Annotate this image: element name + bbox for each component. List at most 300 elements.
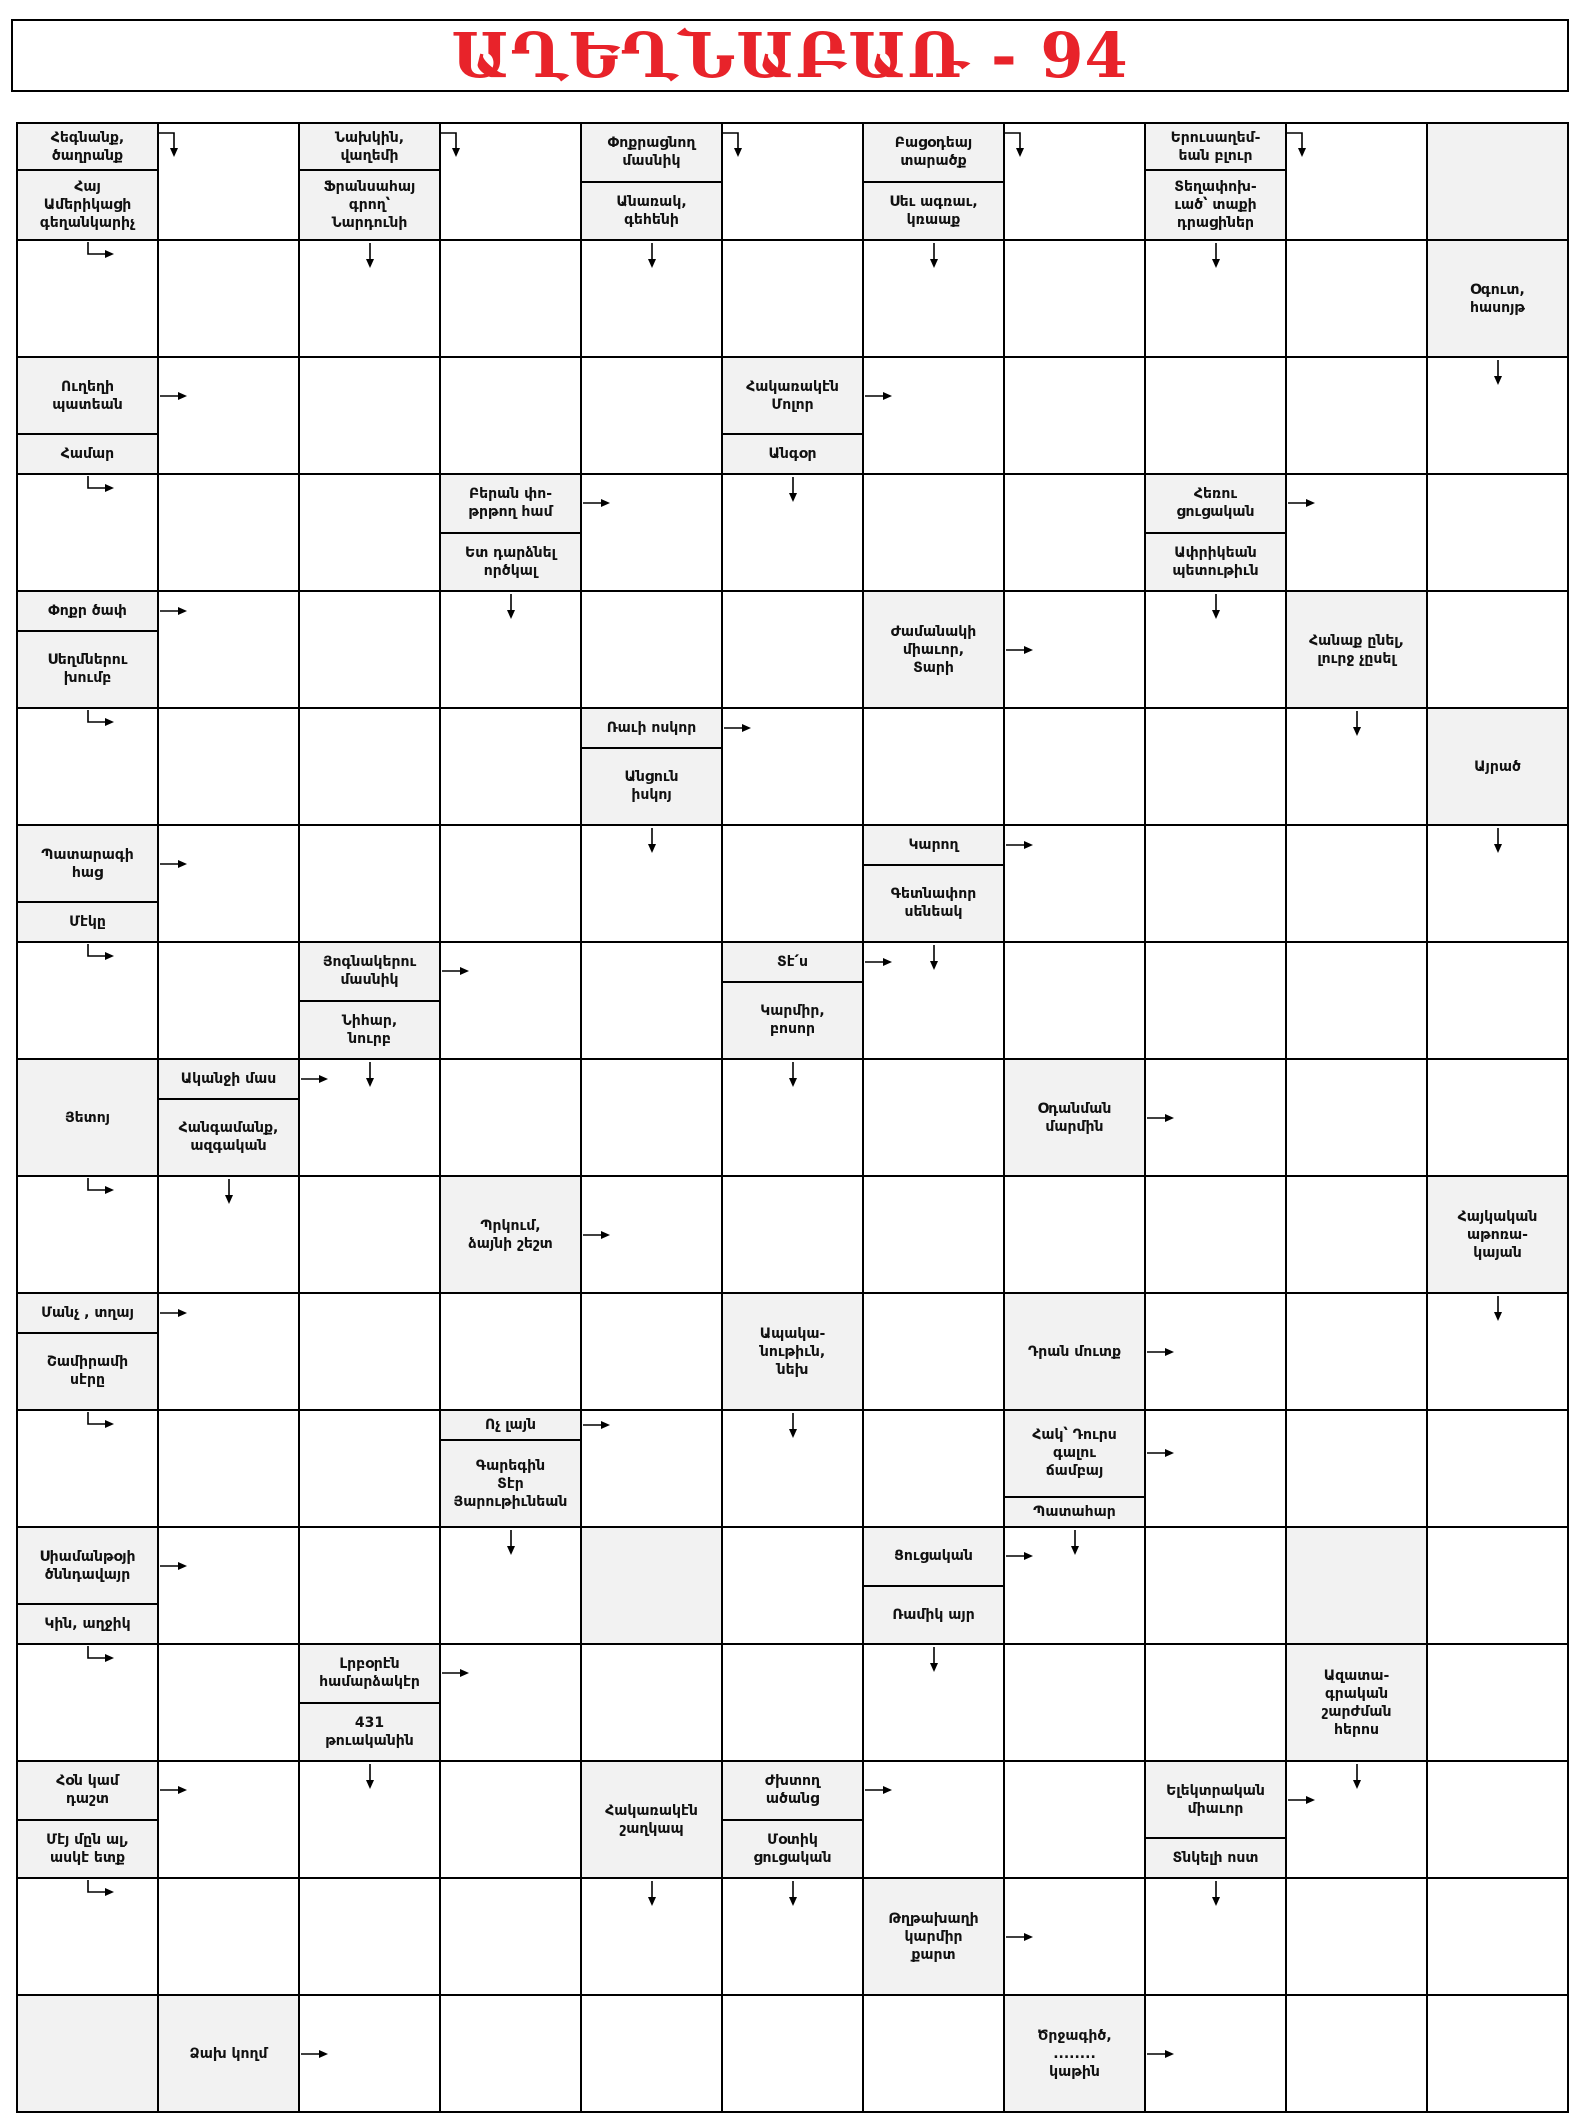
clue-label: Ելեկտրական միաւոր — [1166, 1782, 1265, 1817]
answer-cell[interactable] — [300, 592, 439, 707]
clue-label: Օգուտ, հասոյթ — [1469, 281, 1526, 316]
arrow-right-icon — [301, 2048, 329, 2060]
clue-cell — [18, 124, 157, 239]
clue-label: Ցուցական — [894, 1548, 973, 1565]
clue-label: Ռամիկ այր — [892, 1606, 975, 1623]
clue-label: Ֆրանսահայ գրող՝ Նարդունի — [323, 179, 416, 232]
answer-cell[interactable] — [1287, 826, 1426, 941]
arrow-right-icon — [160, 390, 188, 402]
page-title: ԱՂԵՂՆԱԲԱՌ - 94 — [451, 18, 1129, 92]
clue-cell — [1005, 1294, 1144, 1409]
answer-cell[interactable] — [159, 1762, 298, 1877]
clue — [582, 124, 721, 181]
clue — [441, 532, 580, 591]
clue-label: Տեղափոխ- ւած՝ տաքի դրացիներ — [1174, 179, 1257, 232]
clue-cell — [723, 1762, 862, 1877]
answer-cell[interactable] — [723, 826, 862, 941]
answer-cell[interactable] — [441, 1060, 580, 1175]
clue-label: Ոչ լայն — [484, 1417, 537, 1434]
arrow-right-icon — [1288, 497, 1316, 509]
answer-cell[interactable] — [159, 1528, 298, 1643]
answer-cell[interactable] — [723, 241, 862, 356]
answer-cell[interactable] — [1428, 1762, 1567, 1877]
answer-cell[interactable] — [1005, 1762, 1144, 1877]
clue-cell — [300, 124, 439, 239]
clue-cell — [1428, 241, 1567, 356]
answer-cell[interactable] — [582, 1060, 721, 1175]
clue-label: Հակ՝ Դուրս գալու ճամբայ — [1032, 1427, 1117, 1480]
clue — [300, 1000, 439, 1059]
clue-label: Ժխտող ածանց — [764, 1773, 821, 1808]
answer-cell[interactable] — [1005, 1645, 1144, 1760]
arrow-down-icon — [1492, 828, 1504, 854]
clue — [723, 981, 862, 1058]
clue-cell — [1005, 1411, 1144, 1526]
answer-cell[interactable] — [582, 1996, 721, 2111]
arrow-right-icon — [1147, 2048, 1175, 2060]
clue-cell — [723, 358, 862, 473]
answer-cell[interactable] — [159, 241, 298, 356]
answer-cell[interactable] — [864, 358, 1003, 473]
arrow-down-icon — [1351, 711, 1363, 737]
clue-cell — [1005, 1060, 1144, 1175]
arrow-down-icon — [787, 1881, 799, 1907]
clue — [1005, 1411, 1144, 1496]
clue-label: Կին, աղջիկ — [44, 1616, 131, 1633]
arrow-down-icon — [928, 945, 940, 971]
arrow-right-icon — [1006, 1931, 1034, 1943]
clue-label: Կարող — [908, 836, 959, 853]
answer-cell[interactable] — [1005, 475, 1144, 590]
answer-cell[interactable] — [1287, 1879, 1426, 1994]
answer-cell[interactable] — [441, 826, 580, 941]
arrow-down-icon — [1210, 243, 1222, 269]
clue-cell — [18, 592, 157, 707]
answer-cell[interactable] — [723, 1645, 862, 1760]
clue-cell — [441, 1411, 580, 1526]
clue-label: Ականջի մաս — [180, 1070, 277, 1087]
clue — [18, 433, 157, 473]
arrow-right-icon — [160, 1784, 188, 1796]
answer-cell[interactable] — [300, 1294, 439, 1409]
clue-cell — [1146, 1762, 1285, 1877]
arrow-down-icon — [364, 243, 376, 269]
clue-cell — [18, 1060, 157, 1175]
clue-label: Գարեգին Տէր Յարութիւնեան — [453, 1457, 568, 1510]
clue — [864, 181, 1003, 240]
arrow-down-right-icon — [85, 710, 115, 728]
clue-label: Մանչ , տղայ — [41, 1304, 134, 1321]
clue — [723, 1819, 862, 1878]
answer-cell[interactable] — [1428, 1996, 1567, 2111]
answer-cell[interactable] — [1146, 943, 1285, 1058]
clue — [1146, 124, 1285, 169]
answer-cell[interactable] — [1005, 709, 1144, 824]
clue — [18, 630, 157, 707]
clue-label: Հօն կամ դաշտ — [56, 1773, 119, 1808]
clue — [441, 1411, 580, 1439]
answer-cell[interactable] — [1287, 1060, 1426, 1175]
answer-cell[interactable] — [1287, 358, 1426, 473]
clue — [1146, 169, 1285, 239]
blocked-cell — [1428, 124, 1567, 239]
clue — [1287, 592, 1426, 707]
answer-cell[interactable] — [300, 358, 439, 473]
blocked-cell — [18, 1996, 157, 2111]
clue — [441, 475, 580, 532]
answer-cell[interactable] — [582, 1294, 721, 1409]
clue-cell — [18, 1528, 157, 1643]
clue-label: Հեռու ցուցական — [1176, 486, 1255, 521]
answer-cell[interactable] — [1287, 1294, 1426, 1409]
answer-cell[interactable] — [441, 1996, 580, 2111]
answer-cell[interactable] — [1146, 1177, 1285, 1292]
answer-cell[interactable] — [582, 475, 721, 590]
arrow-down-icon — [646, 1881, 658, 1907]
answer-cell[interactable] — [1287, 475, 1426, 590]
answer-cell[interactable] — [300, 1879, 439, 1994]
answer-cell[interactable] — [441, 358, 580, 473]
answer-cell[interactable] — [1287, 241, 1426, 356]
answer-cell[interactable] — [1146, 826, 1285, 941]
clue-label: Հայ Ամերիկացի գեղանկարիչ — [39, 179, 136, 232]
clue-cell — [18, 1294, 157, 1409]
answer-cell[interactable] — [1428, 943, 1567, 1058]
clue-label: Տէ՛ս — [777, 953, 808, 970]
clue-cell — [1428, 709, 1567, 824]
clue-label: Դրան մուտք — [1027, 1343, 1122, 1360]
clue-label: Շամիրամի սէրը — [46, 1354, 129, 1389]
arrow-down-right-icon — [85, 1178, 115, 1196]
arrow-right-icon — [160, 605, 188, 617]
clue-label: Պրկում, ձայնի շեշտ — [468, 1217, 553, 1252]
clue — [18, 1528, 157, 1603]
clue-label: Համար — [60, 446, 115, 463]
clue — [1287, 1645, 1426, 1760]
clue — [864, 592, 1003, 707]
answer-cell[interactable] — [1146, 1411, 1285, 1526]
arrow-right-icon — [301, 1073, 329, 1085]
answer-cell[interactable] — [582, 592, 721, 707]
arrow-right-icon — [865, 956, 893, 968]
clue — [18, 1060, 157, 1175]
answer-cell[interactable] — [864, 1177, 1003, 1292]
answer-cell[interactable] — [582, 1645, 721, 1760]
clue-cell — [723, 1294, 862, 1409]
answer-cell[interactable] — [300, 1177, 439, 1292]
clue-label: Կարմիր, բոսոր — [760, 1003, 825, 1038]
arrow-right-icon — [1006, 839, 1034, 851]
arrow-down-icon — [787, 1062, 799, 1088]
clue — [300, 124, 439, 169]
answer-cell[interactable] — [1005, 241, 1144, 356]
arrow-right-icon — [1288, 1794, 1316, 1806]
clue — [723, 943, 862, 981]
answer-cell[interactable] — [441, 1879, 580, 1994]
answer-cell[interactable] — [441, 1294, 580, 1409]
arrow-right-icon — [160, 858, 188, 870]
answer-cell[interactable] — [300, 826, 439, 941]
clue-label: Պատահար — [1033, 1503, 1116, 1520]
clue-cell — [582, 709, 721, 824]
clue-label: Մօտիկ ցուցական — [753, 1831, 832, 1866]
clue-label: Լրբօրէն համարձակէր — [319, 1656, 420, 1691]
answer-cell[interactable] — [1428, 1411, 1567, 1526]
answer-cell[interactable] — [1287, 1411, 1426, 1526]
clue-label: Ուղեղի պատեան — [52, 378, 123, 413]
clue — [1428, 709, 1567, 824]
clue-cell — [582, 124, 721, 239]
clue — [159, 1996, 298, 2111]
answer-cell[interactable] — [1005, 358, 1144, 473]
answer-cell[interactable] — [864, 1411, 1003, 1526]
clue-label: Նախկին, վաղեմի — [334, 129, 405, 164]
answer-cell[interactable] — [1146, 1645, 1285, 1760]
clue-cell — [1146, 124, 1285, 239]
arrow-down-right-icon — [85, 1880, 115, 1898]
clue — [441, 1439, 580, 1526]
answer-cell[interactable] — [441, 1762, 580, 1877]
answer-cell[interactable] — [864, 709, 1003, 824]
clue-label: Մէկը — [69, 914, 106, 931]
clue — [1146, 532, 1285, 591]
answer-cell[interactable] — [1428, 1528, 1567, 1643]
answer-cell[interactable] — [723, 1177, 862, 1292]
clue — [18, 169, 157, 239]
answer-cell[interactable] — [300, 1528, 439, 1643]
clue-cell — [1287, 592, 1426, 707]
answer-cell[interactable] — [864, 1060, 1003, 1175]
clue-cell — [441, 475, 580, 590]
arrow-down-icon — [1492, 360, 1504, 386]
answer-cell[interactable] — [1005, 1177, 1144, 1292]
clue — [441, 1177, 580, 1292]
answer-cell[interactable] — [1287, 1996, 1426, 2111]
clue-cell — [159, 1996, 298, 2111]
arrow-down-icon — [1351, 1764, 1363, 1790]
answer-cell[interactable] — [1428, 1060, 1567, 1175]
clue — [1005, 1496, 1144, 1526]
clue — [723, 1294, 862, 1409]
clue-label: Անգօր — [768, 446, 817, 463]
answer-cell[interactable] — [441, 1645, 580, 1760]
arrow-right-icon — [160, 1307, 188, 1319]
clue-cell — [723, 943, 862, 1058]
answer-cell[interactable] — [1146, 1528, 1285, 1643]
arrow-down-icon — [1492, 1296, 1504, 1322]
arrow-down-right-icon — [85, 944, 115, 962]
clue — [723, 358, 862, 433]
answer-cell[interactable] — [1428, 592, 1567, 707]
arrow-right-icon — [1147, 1112, 1175, 1124]
clue-label: Այրած — [1474, 758, 1521, 775]
answer-cell[interactable] — [159, 943, 298, 1058]
answer-cell[interactable] — [723, 592, 862, 707]
answer-cell[interactable] — [723, 1528, 862, 1643]
arrow-right-icon — [865, 390, 893, 402]
answer-cell[interactable] — [300, 1411, 439, 1526]
answer-cell[interactable] — [1287, 943, 1426, 1058]
answer-cell[interactable] — [1428, 475, 1567, 590]
clue-label: Սիամանթօյի ծննդավայր — [39, 1548, 136, 1583]
arrow-down-icon — [787, 1413, 799, 1439]
arrow-right-down-icon — [441, 130, 463, 158]
clue-label: Օդանման մարմին — [1037, 1100, 1112, 1135]
clue-label: Ապակա- նութիւն, նեխ — [759, 1325, 826, 1378]
arrow-down-icon — [646, 243, 658, 269]
clue-label: Սեւ ագռաւ, կռաաք — [889, 193, 978, 228]
clue — [18, 1819, 157, 1878]
clue — [159, 1060, 298, 1098]
arrow-right-icon — [1147, 1447, 1175, 1459]
clue-cell — [1146, 475, 1285, 590]
arrow-down-right-icon — [85, 1646, 115, 1664]
clue-label: Հանգամանք, ազգական — [178, 1120, 279, 1155]
title-box — [11, 19, 1569, 92]
clue — [1428, 241, 1567, 356]
clue — [18, 592, 157, 630]
clue-label: Գետնափոր սենեակ — [890, 886, 977, 921]
answer-cell[interactable] — [159, 826, 298, 941]
answer-cell[interactable] — [159, 1879, 298, 1994]
clue-cell — [864, 124, 1003, 239]
arrow-down-icon — [1210, 594, 1222, 620]
clue-cell — [18, 826, 157, 941]
clue-cell — [18, 1762, 157, 1877]
clue — [300, 1702, 439, 1761]
answer-cell[interactable] — [864, 475, 1003, 590]
clue-label: Սեղմներու խումբ — [47, 652, 128, 687]
answer-cell[interactable] — [300, 475, 439, 590]
arrow-down-icon — [787, 477, 799, 503]
answer-cell[interactable] — [159, 1645, 298, 1760]
clue-label: Փոքրացնող մասնիկ — [607, 135, 696, 170]
arrow-right-icon — [442, 965, 470, 977]
clue-label: Յետոյ — [64, 1109, 111, 1126]
answer-cell[interactable] — [582, 943, 721, 1058]
answer-cell[interactable] — [1005, 943, 1144, 1058]
answer-cell[interactable] — [300, 709, 439, 824]
clue-label: Պատարագի հաց — [41, 846, 134, 881]
clue-label: Հակառակէն շաղկապ — [605, 1802, 698, 1837]
answer-cell[interactable] — [1428, 1879, 1567, 1994]
clue-label: Ազատա- գրական շարժման հերոս — [1321, 1667, 1392, 1738]
clue-cell — [300, 1645, 439, 1760]
clue — [582, 709, 721, 747]
answer-cell[interactable] — [1428, 1645, 1567, 1760]
clue-label: 431 թուականին — [325, 1714, 414, 1749]
clue-label: Բացօդեայ տարածք — [894, 135, 973, 170]
arrow-right-icon — [583, 1229, 611, 1241]
clue — [18, 1603, 157, 1643]
clue — [18, 124, 157, 169]
arrow-down-icon — [364, 1062, 376, 1088]
answer-cell[interactable] — [1287, 1177, 1426, 1292]
clue — [864, 1585, 1003, 1644]
answer-cell[interactable] — [864, 1996, 1003, 2111]
arrow-down-icon — [223, 1179, 235, 1205]
blocked-cell — [1287, 1528, 1426, 1643]
answer-cell[interactable] — [864, 1294, 1003, 1409]
arrow-down-right-icon — [85, 242, 115, 260]
answer-cell[interactable] — [723, 1996, 862, 2111]
clue-label: Ետ դարձնել ործկալ — [465, 544, 556, 579]
arrow-right-down-icon — [159, 130, 181, 158]
clue-label: Բերան փո- թրթող համ — [468, 486, 553, 521]
clue-cell — [1428, 1177, 1567, 1292]
answer-cell[interactable] — [159, 358, 298, 473]
arrow-down-icon — [928, 243, 940, 269]
arrow-right-down-icon — [1005, 130, 1027, 158]
clue — [1146, 1837, 1285, 1877]
clue-cell — [300, 943, 439, 1058]
clue-cell — [864, 826, 1003, 941]
clue-label: Մէյ մըն ալ, ասկէ ետք — [46, 1831, 129, 1866]
clue-label: Ծրջագիծ, ........ կաթին — [1037, 2027, 1112, 2080]
clue — [300, 943, 439, 1000]
arrow-down-icon — [1210, 1881, 1222, 1907]
arrow-right-icon — [1006, 644, 1034, 656]
clue-cell — [864, 592, 1003, 707]
clue-cell — [864, 1528, 1003, 1643]
clue — [864, 826, 1003, 864]
clue-label: Նիհար, նուրբ — [341, 1012, 398, 1047]
clue-label: Ժամանակի միաւոր, Տարի — [890, 623, 977, 676]
clue — [723, 433, 862, 473]
clue-label: Ձախ կողմ — [189, 2045, 268, 2062]
clue-cell — [1287, 1645, 1426, 1760]
clue — [300, 169, 439, 239]
clue — [864, 864, 1003, 941]
clue — [582, 181, 721, 240]
clue-label: Ափրիկեան պետութիւն — [1172, 544, 1259, 579]
arrow-down-icon — [1069, 1530, 1081, 1556]
blocked-cell — [582, 1528, 721, 1643]
arrow-right-icon — [865, 1784, 893, 1796]
answer-cell[interactable] — [864, 1762, 1003, 1877]
clue-cell — [864, 1879, 1003, 1994]
answer-cell[interactable] — [441, 241, 580, 356]
clue — [1005, 1294, 1144, 1409]
arrow-right-icon — [724, 722, 752, 734]
crossword-grid — [16, 122, 1569, 2113]
answer-cell[interactable] — [159, 1411, 298, 1526]
answer-cell[interactable] — [441, 943, 580, 1058]
clue — [18, 1332, 157, 1409]
answer-cell[interactable] — [1146, 358, 1285, 473]
clue-label: Յոգնակերու մասնիկ — [322, 954, 417, 989]
clue-label: Անցուն իսկոյ — [624, 769, 679, 804]
clue — [864, 1528, 1003, 1585]
arrow-right-icon — [1147, 1346, 1175, 1358]
clue — [159, 1098, 298, 1175]
clue-label: Տնկելի ոստ — [1172, 1850, 1259, 1867]
clue-cell — [441, 1177, 580, 1292]
answer-cell[interactable] — [582, 358, 721, 473]
clue — [723, 1762, 862, 1819]
clue — [18, 901, 157, 941]
clue-cell — [159, 1060, 298, 1175]
answer-cell[interactable] — [1146, 709, 1285, 824]
answer-cell[interactable] — [159, 709, 298, 824]
arrow-right-icon — [583, 497, 611, 509]
answer-cell[interactable] — [159, 475, 298, 590]
clue-cell — [582, 1762, 721, 1877]
clue-label: Հակառակէն Մոլոր — [746, 378, 839, 413]
clue — [1005, 1060, 1144, 1175]
clue-label: Երուսաղեմ- եան բլուր — [1170, 129, 1261, 164]
answer-cell[interactable] — [441, 709, 580, 824]
